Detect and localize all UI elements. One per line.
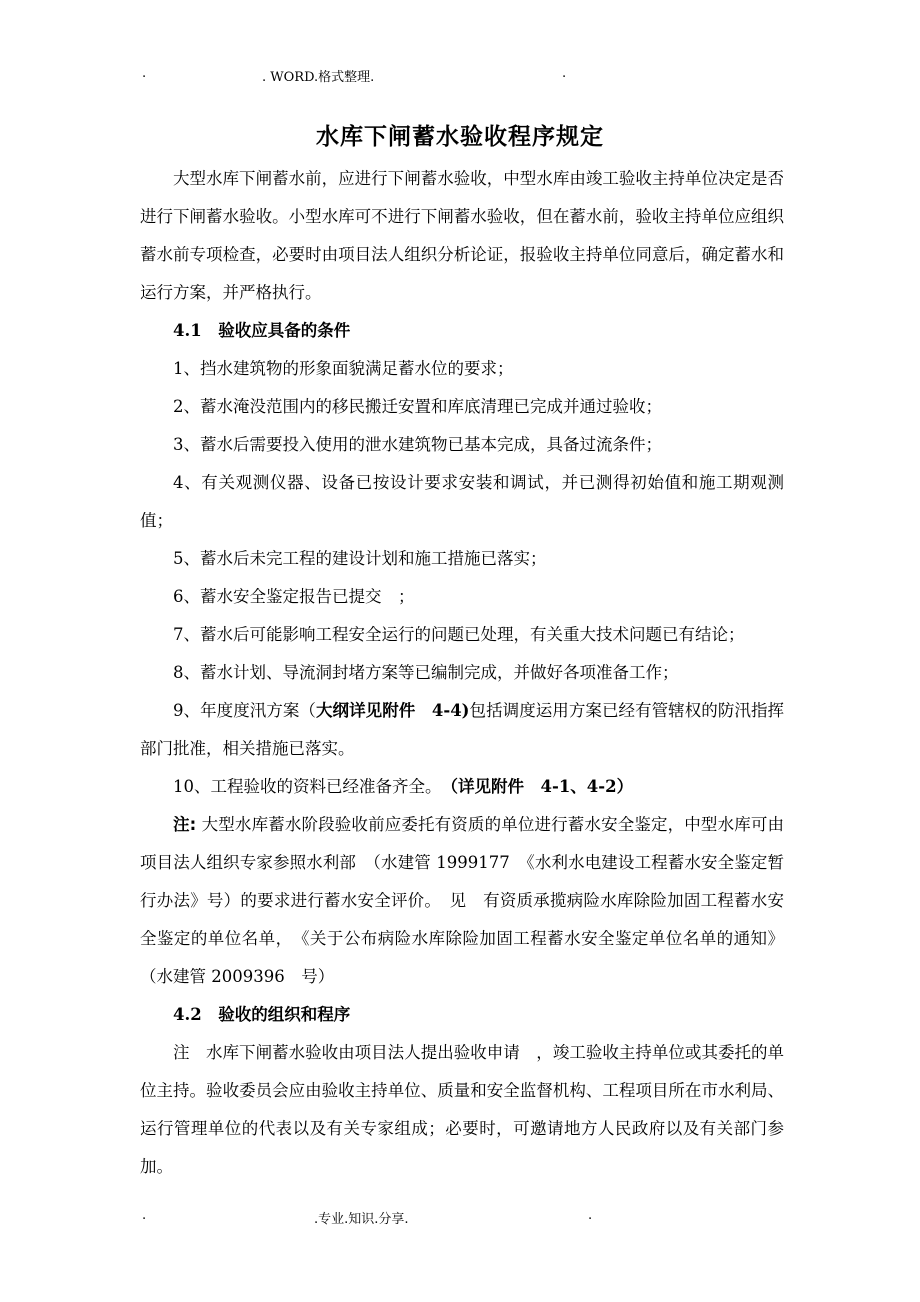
page-footer [0,1208,920,1228]
header-dot-right: . [562,66,567,81]
note-paragraph [140,806,784,996]
condition-item: 4、有关观测仪器、设备已按设计要求安装和调试，并已测得初始值和施工期观测值； [140,473,784,530]
condition-item: 5、蓄水后未完工程的建设计划和施工措施已落实； [173,549,547,568]
section-4-1-heading: 4.1 验收应具备的条件 [173,321,351,340]
section-4-2-heading: 4.2 验收的组织和程序 [173,1005,351,1024]
condition-item: 1、挡水建筑物的形象面貌满足蓄水位的要求； [173,359,514,378]
note-label: 注: [173,815,197,834]
condition-item: 7、蓄水后可能影响工程安全运行的问题已处理，有关重大技术问题已有结论； [173,625,745,644]
item10-text: 10、工程验收的资料已经准备齐全。 [173,777,450,796]
header-text: . WORD.格式整理. [262,70,375,85]
condition-item-9 [140,692,784,768]
item10-attachment-ref: （详见附件 4-1、4-2） [449,777,634,796]
condition-item: 3、蓄水后需要投入使用的泄水建筑物已基本完成，具备过流条件； [173,435,662,454]
footer-text: .专业.知识.分享. [314,1212,409,1227]
item9-prefix: 9、年度度汛方案（ [173,701,316,720]
condition-item: 8、蓄水计划、导流洞封堵方案等已编制完成，并做好各项准备工作； [173,663,679,682]
condition-item: 2、蓄水淹没范围内的移民搬迁安置和库底清理已完成并通过验收； [173,397,662,416]
page-header [0,66,920,86]
item9-attachment-ref: 大纲详见附件 4-4) [315,701,470,720]
footer-dot-right: . [588,1208,593,1223]
intro-paragraph: 大型水库下闸蓄水前，应进行下闸蓄水验收，中型水库由竣工验收主持单位决定是否进行下闸蓄水验收。小型水库可不进行下闸蓄水验收，但在蓄水前，验收主持单位应组织蓄水前专项检查，必要时由项目法人组织分析论证，报验收主持单位同意后，确定蓄水和运行方案，并严格执行。 [140,169,784,302]
condition-item: 6、蓄水安全鉴定报告已提交 ； [173,587,415,606]
item9-suffix: 包括调度运用方案已经有管辖权的防汛指挥部门批准，相关措施已落实。 [140,701,785,758]
header-dot-left: . [142,66,147,81]
note-text: 大型水库蓄水阶段验收前应委托有资质的单位进行蓄水安全鉴定，中型水库可由项目法人组织专家参照水利部 （水建管 1999177 《水利水电建设工程蓄水安全鉴定暂行办法》号）的要求进行蓄水安全评价。 见 有资质承揽病险水库除险加固工程蓄水安全鉴定的单位名单， 《关于公布病险水库除险加固工程蓄水安全鉴定单位名单的通知》（水建管 2009396 号） [140,815,784,986]
section-4-2-paragraph: 注 水库下闸蓄水验收由项目法人提出验收申请 ，竣工验收主持单位或其委托的单位主持。验收委员会应由验收主持单位、质量和安全监督机构、工程项目所在市水利局、运行管理单位的代表以及有关专家组成；必要时，可邀请地方人民政府以及有关部门参加。 [140,1043,784,1176]
document-title: 水库下闸蓄水验收程序规定 [316,124,604,150]
condition-item-10 [140,768,784,806]
footer-dot-left: . [142,1208,147,1223]
document-body [140,160,784,1186]
